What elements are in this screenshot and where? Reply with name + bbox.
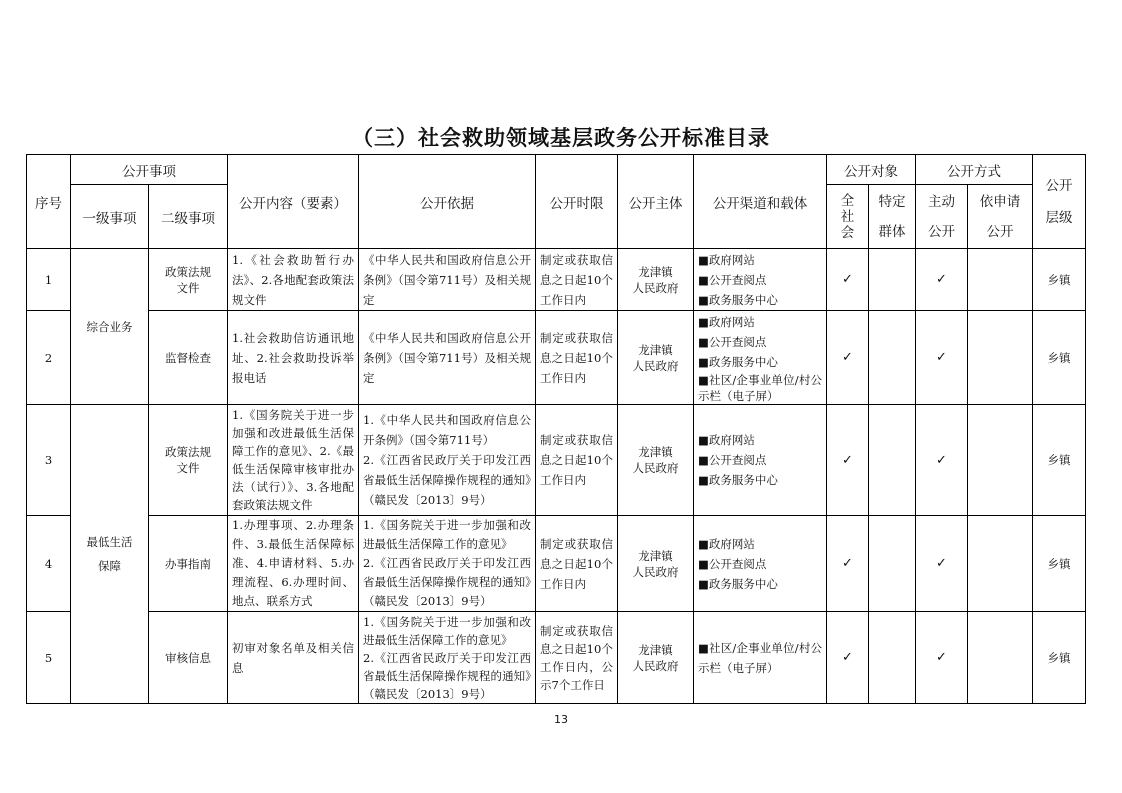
basis-item: 1.《中华人民共和国政府信息公开条例》（国令第711号）: [363, 413, 531, 447]
channel-item: ■政府网站: [698, 536, 755, 551]
row-content: 初审对象名单及相关信息: [228, 612, 359, 704]
row-subject-line: 人民政府: [632, 461, 679, 475]
group-level1-line: 最低生活: [86, 535, 133, 549]
header-method-active-line: 主动: [928, 193, 955, 210]
row-active-check: ✓: [916, 249, 968, 311]
row-level2: 办事指南: [149, 516, 228, 612]
header-level: [1033, 155, 1086, 249]
row-time-limit: 制定或获取信息之日起10个工作日内: [536, 516, 618, 612]
channel-item: ■政府网站: [698, 433, 755, 447]
channel-item: ■政府网站: [698, 252, 755, 267]
header-target-all-char: 会: [840, 224, 855, 241]
row-content: 1.《国务院关于进一步加强和改进最低生活保障工作的意见》、2.《最低生活保障审核审批办法（试行）》、3.各地配套政策法规文件: [228, 405, 359, 516]
header-level1: 一级事项: [71, 185, 149, 249]
row-active-check: ✓: [916, 516, 968, 612]
header-method: 公开方式: [916, 155, 1033, 185]
row-level2-line: 文件: [176, 461, 200, 475]
row-level2-line: 文件: [176, 280, 200, 295]
row-subject-line: 龙津镇: [638, 342, 673, 357]
row-active-check: ✓: [916, 405, 968, 516]
header-method-active-line: 公开: [928, 223, 955, 240]
row-time-limit: 制定或获取信息之日起10个工作日内: [536, 249, 618, 311]
table-row: [27, 516, 1086, 612]
channel-item: ■政务服务中心: [698, 354, 778, 369]
group-level1: 综合业务: [71, 249, 149, 405]
row-channels: [694, 249, 827, 311]
row-subject: [618, 311, 694, 405]
header-target-all-char: 社: [840, 208, 855, 225]
row-subject-line: 人民政府: [632, 280, 679, 295]
basis-item: 1.《国务院关于进一步加强和改进最低生活保障工作的意见》: [363, 518, 531, 551]
header-method-request-line: 依申请: [979, 193, 1021, 210]
row-level2: [149, 405, 228, 516]
row-active-check: ✓: [916, 311, 968, 405]
channel-item: ■公开查阅点: [698, 556, 767, 571]
row-all-society-check: ✓: [827, 612, 869, 704]
table-row: [27, 612, 1086, 704]
channel-item: ■政务服务中心: [698, 576, 778, 591]
row-time-limit: 制定或获取信息之日起10个工作日内: [536, 311, 618, 405]
row-time-limit: 制定或获取信息之日起10个工作日内，公示7个工作日: [536, 612, 618, 704]
header-time-limit: 公开时限: [536, 155, 618, 249]
row-seq: 2: [27, 311, 71, 405]
row-specific-group: [869, 612, 916, 704]
table-row: [27, 405, 1086, 516]
table-row: [27, 249, 1086, 311]
row-basis: [359, 516, 536, 612]
header-seq: 序号: [27, 155, 71, 249]
header-target-specific-line: 特定: [878, 193, 906, 210]
row-level2-line: 政策法规: [165, 445, 211, 459]
page-title: （三）社会救助领域基层政务公开标准目录: [352, 126, 770, 150]
row-seq: 5: [27, 612, 71, 704]
row-basis: 《中华人民共和国政府信息公开条例》（国令第711号）及相关规定: [359, 249, 536, 311]
basis-item: 2.《江西省民政厅关于印发江西省最低生活保障操作规程的通知》（赣民发〔2013〕9号）: [363, 453, 531, 507]
channel-item: ■公开查阅点: [698, 334, 767, 349]
header-target: 公开对象: [827, 155, 916, 185]
row-seq: 4: [27, 516, 71, 612]
group-level1: [71, 405, 149, 704]
row-content: 1.办理事项、2.办理条件、3.最低生活保障标准、4.申请材料、5.办理流程、6.办理时间、地点、联系方式: [228, 516, 359, 612]
row-time-limit: 制定或获取信息之日起10个工作日内: [536, 405, 618, 516]
header-level-line: 公开: [1045, 177, 1073, 194]
table-row: [27, 311, 1086, 405]
row-subject-line: 龙津镇: [638, 264, 673, 279]
basis-item: 1.《国务院关于进一步加强和改进最低生活保障工作的意见》: [363, 614, 531, 647]
row-active-check: ✓: [916, 612, 968, 704]
basis-item: 2.《江西省民政厅关于印发江西省最低生活保障操作规程的通知》（赣民发〔2013〕9号）: [363, 650, 531, 701]
row-subject-line: 人民政府: [632, 658, 679, 673]
row-subject-line: 龙津镇: [638, 548, 673, 563]
row-all-society-check: ✓: [827, 405, 869, 516]
header-level2: 二级事项: [149, 185, 228, 249]
row-specific-group: [869, 516, 916, 612]
channel-item: ■政务服务中心: [698, 292, 778, 307]
row-content: 1.《社会救助暂行办法》、2.各地配套政策法规文件: [228, 249, 359, 311]
channel-item: ■公开查阅点: [698, 272, 767, 287]
page-number: 13: [554, 713, 568, 726]
row-on-request: [968, 612, 1033, 704]
row-seq: 1: [27, 249, 71, 311]
row-level: 乡镇: [1033, 311, 1086, 405]
row-subject-line: 龙津镇: [638, 642, 673, 657]
header-content: 公开内容（要素）: [228, 155, 359, 249]
row-subject-line: 人民政府: [632, 564, 679, 579]
channel-item: ■政府网站: [698, 314, 755, 329]
header-matters: 公开事项: [71, 155, 228, 185]
row-level: 乡镇: [1033, 405, 1086, 516]
row-on-request: [968, 405, 1033, 516]
row-channels: [694, 311, 827, 405]
row-all-society-check: ✓: [827, 516, 869, 612]
row-level2: 监督检查: [149, 311, 228, 405]
disclosure-catalog-table: [26, 154, 1086, 704]
channel-item: ■公开查阅点: [698, 453, 767, 467]
row-subject-line: 龙津镇: [638, 445, 673, 459]
header-method-active: [916, 185, 968, 249]
row-level2-line: 政策法规: [165, 264, 211, 279]
row-subject-line: 人民政府: [632, 358, 679, 373]
row-content: 1.社会救助信访通讯地址、2.社会救助投诉举报电话: [228, 311, 359, 405]
channel-item: ■政务服务中心: [698, 473, 778, 487]
row-channels: [694, 405, 827, 516]
channel-item: ■社区/企事业单位/村公示栏（电子屏）: [698, 372, 822, 403]
header-method-request: [968, 185, 1033, 249]
header-target-all-char: 全: [840, 192, 855, 209]
row-basis: 《中华人民共和国政府信息公开条例》（国令第711号）及相关规定: [359, 311, 536, 405]
row-on-request: [968, 311, 1033, 405]
row-basis: [359, 405, 536, 516]
header-basis: 公开依据: [359, 155, 536, 249]
row-on-request: [968, 516, 1033, 612]
group-level1-line: 保障: [98, 559, 121, 573]
row-level: 乡镇: [1033, 516, 1086, 612]
channel-item: ■社区/企事业单位/村公示栏（电子屏）: [698, 640, 822, 675]
header-target-specific: [869, 185, 916, 249]
header-channels: 公开渠道和载体: [694, 155, 827, 249]
row-level: 乡镇: [1033, 612, 1086, 704]
row-specific-group: [869, 311, 916, 405]
row-basis: [359, 612, 536, 704]
header-target-specific-line: 群体: [878, 223, 906, 240]
row-channels: [694, 612, 827, 704]
row-seq: 3: [27, 405, 71, 516]
row-specific-group: [869, 249, 916, 311]
row-level2: [149, 249, 228, 311]
header-target-all: [827, 185, 869, 249]
row-on-request: [968, 249, 1033, 311]
row-subject: [618, 249, 694, 311]
basis-item: 2.《江西省民政厅关于印发江西省最低生活保障操作规程的通知》（赣民发〔2013〕9号）: [363, 556, 531, 608]
row-all-society-check: ✓: [827, 311, 869, 405]
row-channels: [694, 516, 827, 612]
header-subject: 公开主体: [618, 155, 694, 249]
header-method-request-line: 公开: [986, 223, 1014, 240]
row-specific-group: [869, 405, 916, 516]
row-subject: [618, 405, 694, 516]
row-subject: [618, 612, 694, 704]
row-level: 乡镇: [1033, 249, 1086, 311]
row-level2: 审核信息: [149, 612, 228, 704]
header-level-line: 层级: [1045, 209, 1073, 226]
row-subject: [618, 516, 694, 612]
row-all-society-check: ✓: [827, 249, 869, 311]
